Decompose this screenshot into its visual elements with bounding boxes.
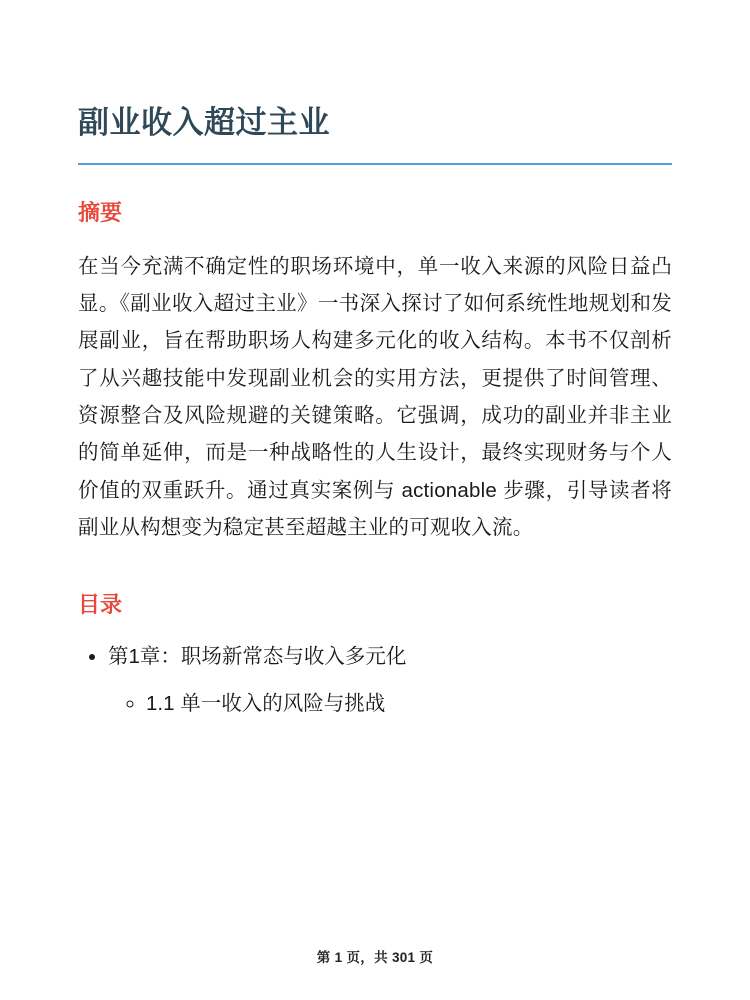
- toc-sublist: [108, 688, 672, 721]
- toc-heading: 目录: [78, 592, 123, 618]
- toc-section-label: 1.1 单一收入的风险与挑战: [146, 691, 386, 715]
- page-footer: 第 1 页，共 301 页: [316, 950, 434, 965]
- toc-list: [78, 641, 672, 721]
- abstract-body: 在当今充满不确定性的职场环境中，单一收入来源的风险日益凸显。《副业收入超过主业》一书深入探讨了如何系统性地规划和发展副业，旨在帮助职场人构建多元化的收入结构。本书不仅剖析了从兴趣技能中发现副业机会的实用方法，更提供了时间管理、资源整合及风险规避的关键策略。它强调，成功的副业并非主业的简单延伸，而是一种战略性的人生设计，最终实现财务与个人价值的双重跃升。通过真实案例与 actionable 步骤，引导读者将副业从构想变为稳定甚至超越主业的可观收入流。: [78, 254, 672, 539]
- toc-chapter-label: 第1章：职场新常态与收入多元化: [108, 645, 407, 669]
- page-title: 副业收入超过主业: [78, 105, 330, 140]
- title-divider: [78, 163, 672, 165]
- list-item[interactable]: [146, 688, 672, 721]
- list-item[interactable]: [108, 641, 672, 721]
- abstract-heading: 摘要: [78, 200, 123, 226]
